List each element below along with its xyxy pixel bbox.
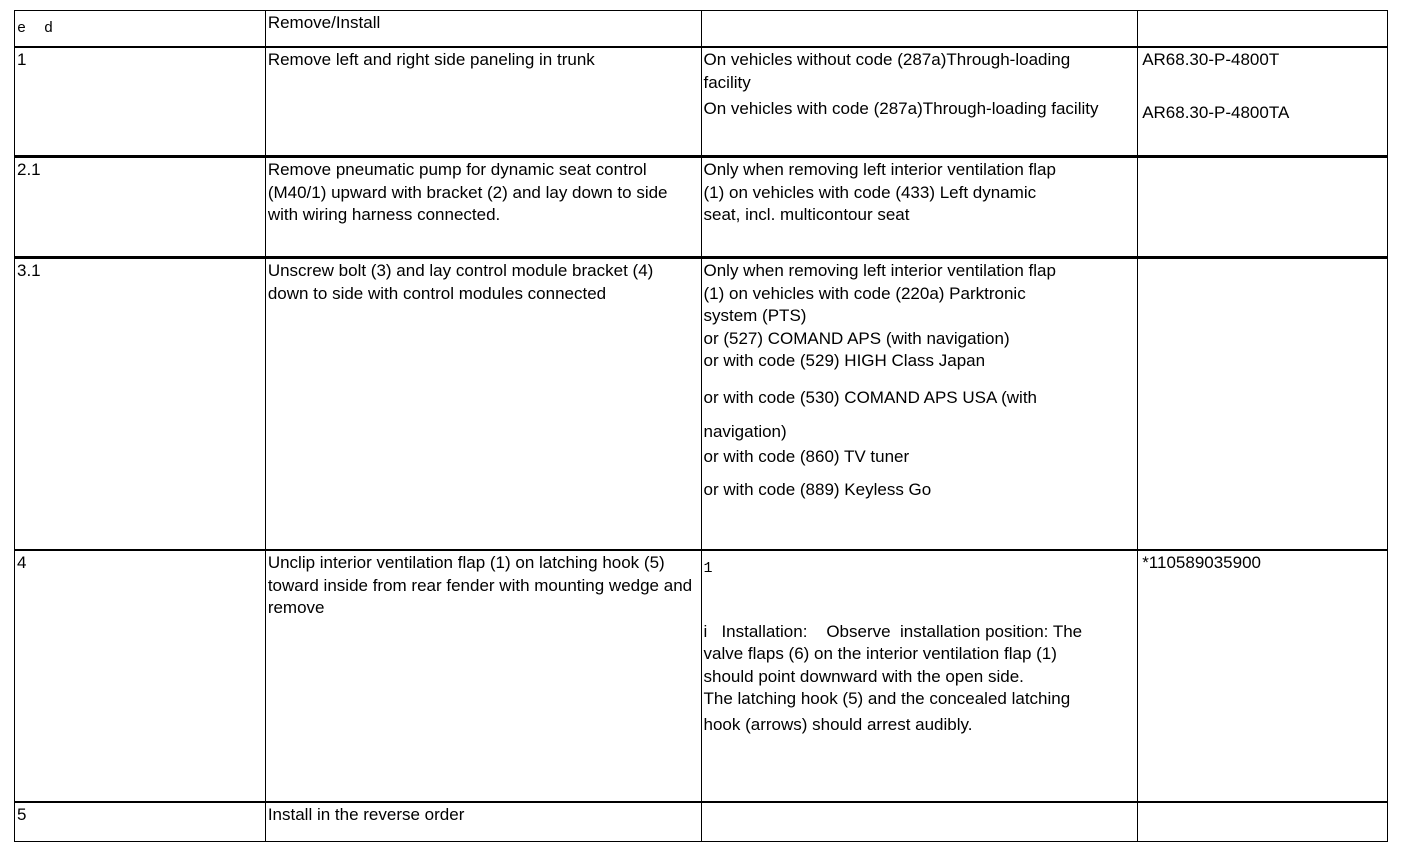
header-col2: Remove/Install [266,11,702,46]
step-notes [702,803,1139,841]
step-refs [1138,259,1388,549]
note-line: or with code (530) COMAND APS USA (with navigation) [703,387,1038,441]
note-line: The latching hook (5) and the concealed latching hook (arrows) should arrest audibly. [703,689,1071,734]
table-row [14,257,1388,550]
header-col3 [702,11,1139,46]
header-col1: e d [15,11,266,46]
step-notes [702,551,1139,801]
step-number: 2.1 [15,158,266,256]
note-line: 1 [703,560,713,577]
step-notes [702,259,1139,549]
step-action: Remove left and right side paneling in trunk [266,48,702,155]
note-line: Only when removing left interior ventilation flap (1) on vehicles with code (433) Left dynamic seat, incl. multicontour seat [703,160,1056,224]
note-line: i Installation: Observe installation position: The valve flaps (6) on the interior ventilation flap (1) should point downward with the open side. [703,621,1087,686]
table-header-row [14,10,1388,47]
ref-link[interactable]: AR68.30-P-4800T [1142,50,1280,69]
note-line: Only when removing left interior ventilation flap (1) on vehicles with code (220a) Parktronic system (PTS) [703,261,1056,325]
step-action: Install in the reverse order [266,803,702,841]
step-refs [1138,803,1388,841]
step-action: Unscrew bolt (3) and lay control module bracket (4) down to side with control modules connected [266,259,702,549]
step-action: Remove pneumatic pump for dynamic seat control (M40/1) upward with bracket (2) and lay down to side with wiring harness connected. [266,158,702,256]
ref-link[interactable]: *110589035900 [1142,553,1261,572]
header-col4 [1138,11,1388,46]
note-line: or with code (529) HIGH Class Japan [703,351,986,370]
step-number: 5 [15,803,266,841]
step-notes [702,158,1139,256]
table-row [14,802,1388,842]
step-number: 1 [15,48,266,155]
step-refs [1138,158,1388,256]
step-refs [1138,551,1388,801]
step-number: 3.1 [15,259,266,549]
step-action: Unclip interior ventilation flap (1) on latching hook (5) toward inside from rear fender with mounting wedge and remove [266,551,702,801]
step-notes [702,48,1139,155]
procedure-table [14,11,1388,842]
note-line: or with code (889) Keyless Go [703,480,932,499]
step-number: 4 [15,551,266,801]
note-line: or (527) COMAND APS (with navigation) [703,328,1010,348]
note-line: or with code (860) TV tuner [703,446,910,466]
note-line: On vehicles without code (287a)Through-loading facility [703,50,1071,92]
table-row [14,47,1388,156]
table-row [14,156,1388,257]
table-row [14,550,1388,802]
ref-link[interactable]: AR68.30-P-4800TA [1142,102,1290,122]
step-refs [1138,48,1388,155]
note-line: On vehicles with code (287a)Through-loading facility [703,99,1099,118]
